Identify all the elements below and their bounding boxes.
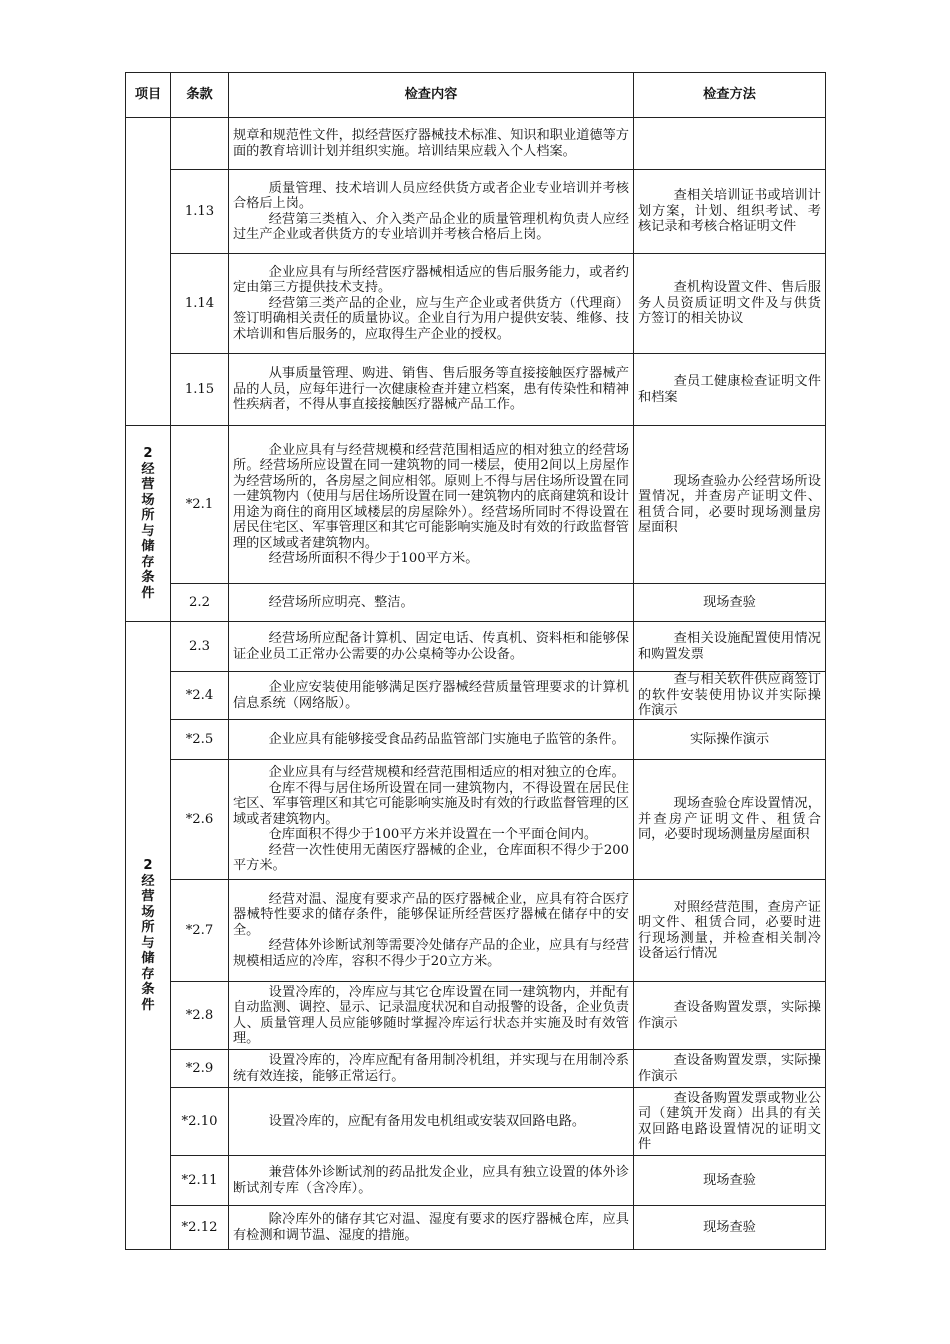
item-char: 2 xyxy=(143,858,153,873)
content-cell xyxy=(229,720,634,760)
item-char: 经 xyxy=(141,461,155,477)
table-row xyxy=(126,982,826,1050)
method-text: 查相关设施配置使用情况和购置发票 xyxy=(638,631,821,662)
content-paragraph: 设置冷库的，应配有备用发电机组或安装双回路电路。 xyxy=(268,1113,586,1129)
method-text: 查设备购置发票，实际操作演示 xyxy=(638,1000,821,1031)
content-cell xyxy=(229,672,634,720)
method-text: 现场查验办公经营场所设置情况，并查房产证明文件、租赁合同，必要时现场测量房屋面积 xyxy=(638,473,821,535)
method-text: 现场查验仓库设置情况，并查房产证明文件、租赁合同，必要时现场测量房屋面积 xyxy=(638,796,821,843)
table-row xyxy=(126,1050,826,1088)
content-paragraph: 经营体外诊断试剂等需要冷处储存产品的企业，应具有与经营规模相适应的冷库，容积不得少于20立方米。 xyxy=(233,938,629,969)
item-cell xyxy=(126,622,171,1250)
content-cell xyxy=(229,426,634,584)
clause-cell: *2.5 xyxy=(171,720,229,760)
content-cell xyxy=(229,1206,634,1250)
clause-cell: *2.8 xyxy=(171,982,229,1050)
method-cell xyxy=(634,982,826,1050)
item-char: 所 xyxy=(141,920,155,935)
content-paragraph: 从事质量管理、购进、销售、售后服务等直接接触医疗器械产品的人员，应每年进行一次健康检查并建立档案，患有传染性和精神性疾病者，不得从事直接接触医疗器械产品工作。 xyxy=(233,366,629,413)
content-cell xyxy=(229,760,634,880)
content-paragraph: 经营第三类产品的企业，应与生产企业或者供货方（代理商）签订明确相关责任的质量协议。企业自行为用户提供安装、维修、技术培训和售后服务的，应取得生产企业的授权。 xyxy=(233,295,629,342)
clause-cell: *2.12 xyxy=(171,1206,229,1250)
content-cell xyxy=(229,118,634,170)
method-cell xyxy=(634,1206,826,1250)
content-paragraph: 仓库不得与居住场所设置在同一建筑物内，不得设置在居民住宅区、军事管理区和其它可能影响实施及时有效的行政监督管理的区域或者建筑物内。 xyxy=(233,780,629,827)
method-cell xyxy=(634,354,826,426)
inspection-table xyxy=(125,72,826,1250)
table-row xyxy=(126,760,826,880)
item-cell xyxy=(126,426,171,622)
table-row xyxy=(126,354,826,426)
item-char: 件 xyxy=(141,585,155,601)
table-row xyxy=(126,1156,826,1206)
content-paragraph: 除冷库外的储存其它对温、湿度有要求的医疗器械仓库，应具有检测和调节温、湿度的措施。 xyxy=(233,1212,629,1243)
content-cell xyxy=(229,622,634,672)
content-cell xyxy=(229,1088,634,1156)
item-char: 营 xyxy=(141,889,155,904)
header-clause: 条款 xyxy=(171,73,229,118)
method-text: 对照经营范围，查房产证明文件、租赁合同，必要时进行现场测量，并检查相关制冷设备运行情况 xyxy=(638,899,821,961)
method-cell xyxy=(634,880,826,982)
item-char: 条 xyxy=(141,570,155,585)
content-paragraph: 经营场所应配备计算机、固定电话、传真机、资料柜和能够保证企业员工正常办公需要的办公桌椅等办公设备。 xyxy=(233,631,629,662)
method-cell xyxy=(634,254,826,354)
method-cell xyxy=(634,672,826,720)
table-row xyxy=(126,720,826,760)
table-row xyxy=(126,170,826,254)
method-text: 查员工健康检查证明文件和档案 xyxy=(638,374,821,405)
method-cell xyxy=(634,118,826,170)
content-cell xyxy=(229,354,634,426)
content-cell xyxy=(229,880,634,982)
content-paragraph: 企业应具有能够接受食品药品监管部门实施电子监管的条件。 xyxy=(268,731,625,747)
content-paragraph: 经营场所应明亮、整洁。 xyxy=(268,594,414,610)
header-method: 检查方法 xyxy=(634,73,826,118)
table-row xyxy=(126,1206,826,1250)
method-text: 现场查验 xyxy=(703,1219,756,1235)
clause-cell: *2.7 xyxy=(171,880,229,982)
clause-cell: *2.4 xyxy=(171,672,229,720)
content-paragraph: 设置冷库的，冷库应配有备用制冷机组，并实现与在用制冷系统有效连接，能够正常运行。 xyxy=(233,1053,629,1084)
clause-cell: *2.6 xyxy=(171,760,229,880)
clause-cell: *2.1 xyxy=(171,426,229,584)
clause-cell: 2.3 xyxy=(171,622,229,672)
table-row xyxy=(126,584,826,622)
method-cell xyxy=(634,170,826,254)
content-paragraph: 兼营体外诊断试剂的药品批发企业，应具有独立设置的体外诊断试剂专库（含冷库）。 xyxy=(233,1165,629,1196)
clause-cell: 2.2 xyxy=(171,584,229,622)
table-row xyxy=(126,118,826,170)
clause-cell: 1.15 xyxy=(171,354,229,426)
item-char: 与 xyxy=(141,523,155,539)
item-char: 所 xyxy=(141,508,155,523)
clause-cell: 1.14 xyxy=(171,254,229,354)
item-char: 储 xyxy=(141,951,155,966)
item-cell xyxy=(126,118,171,426)
item-char: 件 xyxy=(141,997,155,1013)
item-char: 场 xyxy=(141,904,155,920)
content-cell xyxy=(229,254,634,354)
content-cell xyxy=(229,1050,634,1088)
clause-cell xyxy=(171,118,229,170)
content-paragraph: 规章和规范性文件，拟经营医疗器械技术标准、知识和职业道德等方面的教育培训计划并组织实施。培训结果应载入个人档案。 xyxy=(233,128,629,159)
content-paragraph: 仓库面积不得少于100平方米并设置在一个平面仓间内。 xyxy=(268,827,598,843)
method-cell xyxy=(634,1088,826,1156)
table-row xyxy=(126,254,826,354)
method-text: 查与相关软件供应商签订的软件安装使用协议并实际操作演示 xyxy=(638,672,821,719)
clause-cell: *2.10 xyxy=(171,1088,229,1156)
method-text: 现场查验 xyxy=(703,1172,756,1188)
item-char: 营 xyxy=(141,477,155,492)
method-text: 查设备购置发票，实际操作演示 xyxy=(638,1053,821,1084)
item-char: 与 xyxy=(141,935,155,951)
item-char: 场 xyxy=(141,492,155,508)
content-paragraph: 企业应具有与所经营医疗器械相适应的售后服务能力，或者约定由第三方提供技术支持。 xyxy=(233,264,629,296)
method-cell xyxy=(634,1050,826,1088)
content-paragraph: 设置冷库的，冷库应与其它仓库设置在同一建筑物内，并配有自动监测、调控、显示、记录温度状况和自动报警的设备，企业负责人、质量管理人员应能够随时掌握冷库运行状态并实施及时有效管理。 xyxy=(233,984,629,1046)
item-char: 2 xyxy=(143,446,153,461)
table-row xyxy=(126,622,826,672)
content-paragraph: 企业应具有与经营规模和经营范围相适应的相对独立的经营场所。经营场所应设置在同一建筑物的同一楼层，使用2间以上房屋作为经营场所的，各房屋之间应相邻。原则上不得与居住场所设置在同一建筑物内（使用与居住场所设置在同一建筑物内的底商建筑和设计用途为商住的商用区域楼层的房屋除外）。经营场所同时不得设置在居民住宅区、军事管理区和其它可能影响实施及时有效的行政监督管理的区域或者建筑物内。 xyxy=(233,442,629,551)
clause-cell: *2.9 xyxy=(171,1050,229,1088)
content-paragraph: 经营第三类植入、介入类产品企业的质量管理机构负责人应经过生产企业或者供货方的专业培训并考核合格后上岗。 xyxy=(233,211,629,242)
item-char: 储 xyxy=(141,539,155,554)
method-text: 现场查验 xyxy=(703,594,756,610)
table-row xyxy=(126,1088,826,1156)
table-row xyxy=(126,672,826,720)
content-paragraph: 质量管理、技术培训人员应经供货方或者企业专业培训并考核合格后上岗。 xyxy=(233,180,629,211)
method-text: 查设备购置发票或物业公司（建筑开发商）出具的有关双回路电路设置情况的证明文件 xyxy=(638,1090,821,1152)
header-content: 检查内容 xyxy=(229,73,634,118)
clause-cell: *2.11 xyxy=(171,1156,229,1206)
content-cell xyxy=(229,982,634,1050)
item-char: 条 xyxy=(141,982,155,997)
content-paragraph: 经营一次性使用无菌医疗器械的企业，仓库面积不得少于200平方米。 xyxy=(233,842,629,874)
method-cell xyxy=(634,1156,826,1206)
method-text: 查机构设置文件、售后服务人员资质证明文件及与供货方签订的相关协议 xyxy=(638,280,821,327)
content-cell xyxy=(229,170,634,254)
clause-cell: 1.13 xyxy=(171,170,229,254)
item-char: 存 xyxy=(141,966,155,982)
item-char: 存 xyxy=(141,554,155,570)
content-paragraph: 经营场所面积不得少于100平方米。 xyxy=(268,551,479,566)
content-paragraph: 企业应安装使用能够满足医疗器械经营质量管理要求的计算机信息系统（网络版）。 xyxy=(233,680,629,711)
content-cell xyxy=(229,584,634,622)
item-char: 经 xyxy=(141,873,155,889)
header-row xyxy=(126,73,826,118)
method-cell xyxy=(634,426,826,584)
method-cell xyxy=(634,720,826,760)
content-paragraph: 企业应具有与经营规模和经营范围相适应的相对独立的仓库。 xyxy=(268,765,625,781)
method-cell xyxy=(634,584,826,622)
method-text: 查相关培训证书或培训计划方案，计划、组织考试、考核记录和考核合格证明文件 xyxy=(638,188,821,235)
content-paragraph: 经营对温、湿度有要求产品的医疗器械企业，应具有符合医疗器械特性要求的储存条件，能够保证所经营医疗器械在储存中的安全。 xyxy=(233,891,629,938)
table-row xyxy=(126,880,826,982)
method-cell xyxy=(634,622,826,672)
method-text: 实际操作演示 xyxy=(689,731,770,747)
header-item: 项目 xyxy=(126,73,171,118)
table-row xyxy=(126,426,826,584)
method-cell xyxy=(634,760,826,880)
content-cell xyxy=(229,1156,634,1206)
